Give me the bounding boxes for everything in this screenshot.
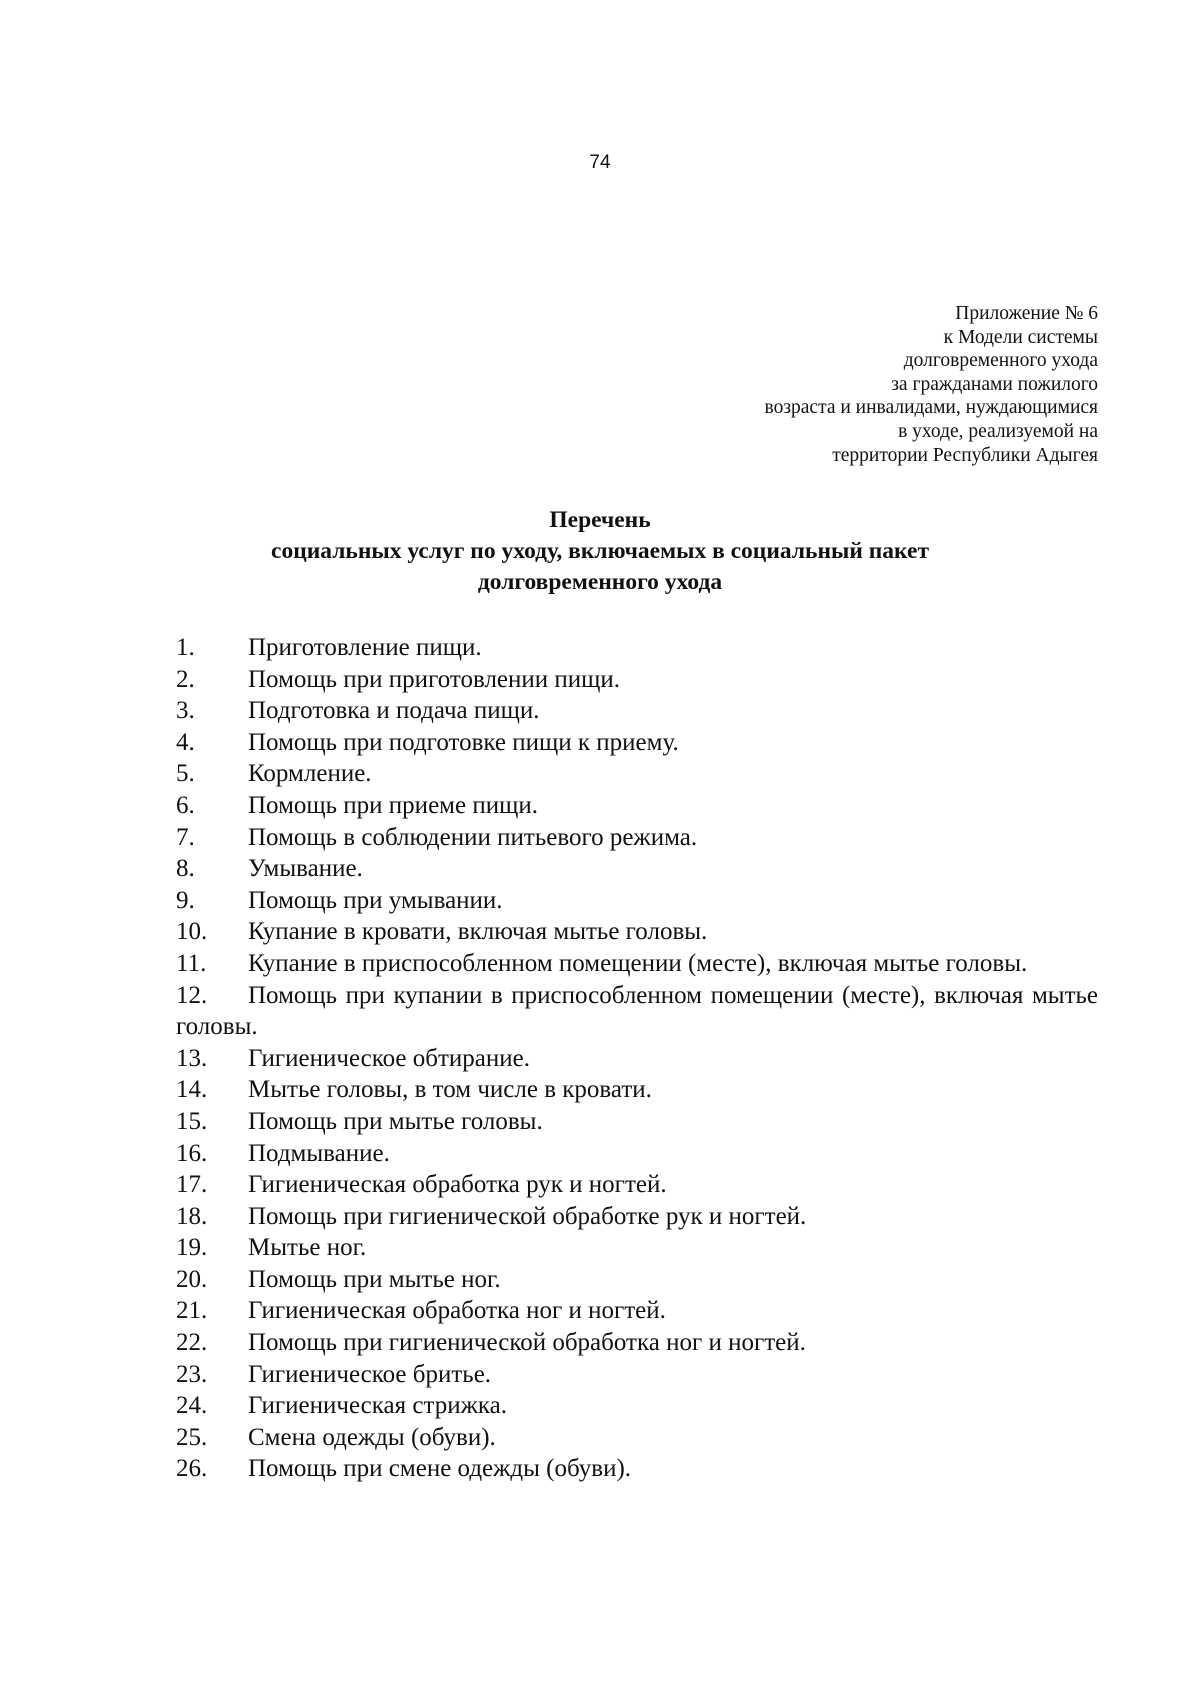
- item-number: 16.: [176, 1139, 208, 1167]
- item-number: 3.: [176, 697, 195, 725]
- item-number: 5.: [176, 760, 195, 788]
- item-number: 1.: [176, 634, 195, 661]
- item-number: 10.: [176, 918, 208, 946]
- item-number: 14.: [176, 1076, 208, 1104]
- list-item: [176, 1043, 1098, 1075]
- item-number: 21.: [176, 1297, 208, 1325]
- appendix-note: [765, 302, 1099, 467]
- item-text: Приготовление пищи.: [248, 634, 482, 661]
- list-item: [176, 664, 1098, 696]
- item-text: Помощь при приеме пищи.: [248, 791, 538, 819]
- item-text: Подготовка и подача пищи.: [248, 697, 540, 725]
- item-number: 2.: [176, 665, 195, 693]
- list-item: [176, 853, 1098, 885]
- item-number: 15.: [176, 1107, 208, 1135]
- item-text: Умывание.: [248, 855, 363, 883]
- list-item: [176, 948, 1098, 980]
- item-text: Помощь при купании в приспособленном помещении (месте), включая мытье головы.: [176, 981, 1098, 1041]
- item-text: Гигиеническая обработка ног и ногтей.: [248, 1297, 666, 1325]
- list-item: [176, 727, 1098, 759]
- item-number: 17.: [176, 1171, 208, 1199]
- item-number: 12.: [176, 981, 208, 1009]
- item-text: Помощь при подготовке пищи к приему.: [248, 728, 679, 756]
- list-item: [176, 1264, 1098, 1296]
- item-text: Гигиеническое обтирание.: [248, 1044, 531, 1072]
- item-number: 6.: [176, 791, 195, 819]
- list-item: [176, 822, 1098, 854]
- item-number: 18.: [176, 1202, 208, 1230]
- appendix-line: к Модели системы: [943, 326, 1098, 348]
- appendix-line: территории Республики Адыгея: [832, 444, 1098, 466]
- item-number: 19.: [176, 1234, 208, 1262]
- list-item: [176, 1106, 1098, 1138]
- list-item: [176, 980, 1098, 1043]
- item-number: 23.: [176, 1360, 208, 1388]
- item-text: Купание в кровати, включая мытье головы.: [248, 918, 708, 946]
- item-number: 7.: [176, 823, 195, 851]
- item-text: Гигиеническая обработка рук и ногтей.: [248, 1171, 667, 1199]
- appendix-line: долговременного ухода: [903, 350, 1098, 372]
- item-number: 11.: [176, 949, 207, 977]
- item-text: Кормление.: [248, 760, 372, 788]
- item-text: Помощь при мытье ног.: [248, 1265, 501, 1293]
- list-item: [176, 1453, 1098, 1485]
- item-text: Гигиеническая стрижка.: [248, 1392, 507, 1420]
- heading-subtitle-line: долговременного ухода: [477, 569, 723, 595]
- item-text: Помощь при смене одежды (обуви).: [248, 1455, 632, 1483]
- item-text: Помощь при гигиенической обработка ног и ногтей.: [248, 1329, 806, 1357]
- item-number: 26.: [176, 1455, 208, 1483]
- item-number: 9.: [176, 886, 195, 914]
- item-number: 13.: [176, 1044, 208, 1072]
- document-heading: [0, 505, 1200, 598]
- item-number: 22.: [176, 1329, 208, 1357]
- item-text: Подмывание.: [248, 1139, 390, 1167]
- list-item: [176, 1390, 1098, 1422]
- list-item: [176, 1201, 1098, 1233]
- heading-title: Перечень: [549, 507, 651, 533]
- list-item: [176, 1169, 1098, 1201]
- list-item: [176, 790, 1098, 822]
- item-number: 24.: [176, 1392, 208, 1420]
- item-number: 25.: [176, 1423, 208, 1451]
- list-item: [176, 758, 1098, 790]
- list-item: [176, 1232, 1098, 1264]
- heading-subtitle-line: социальных услуг по уходу, включаемых в социальный пакет: [271, 538, 929, 564]
- item-text: Мытье ног.: [248, 1234, 367, 1262]
- item-text: Смена одежды (обуви).: [248, 1423, 496, 1451]
- page-number: 74: [589, 152, 611, 173]
- list-item: [176, 1359, 1098, 1391]
- item-text: Купание в приспособленном помещении (месте), включая мытье головы.: [248, 949, 1028, 977]
- list-item: [176, 1327, 1098, 1359]
- list-item: [176, 916, 1098, 948]
- item-text: Помощь при гигиенической обработке рук и ногтей.: [248, 1202, 807, 1230]
- list-item: [176, 885, 1098, 917]
- item-text: Помощь в соблюдении питьевого режима.: [248, 823, 698, 851]
- list-item: [176, 1138, 1098, 1170]
- list-item: [176, 632, 1098, 664]
- item-number: 4.: [176, 728, 195, 756]
- item-text: Помощь при мытье головы.: [248, 1107, 543, 1135]
- item-text: Помощь при умывании.: [248, 886, 503, 914]
- appendix-line: в уходе, реализуемой на: [898, 420, 1098, 442]
- list-item: [176, 1295, 1098, 1327]
- item-text: Мытье головы, в том числе в кровати.: [248, 1076, 652, 1104]
- list-item: [176, 1074, 1098, 1106]
- list-item: [176, 1422, 1098, 1454]
- item-number: 8.: [176, 855, 195, 883]
- appendix-line: Приложение № 6: [955, 303, 1098, 324]
- item-number: 20.: [176, 1265, 208, 1293]
- appendix-line: за гражданами пожилого: [891, 373, 1098, 395]
- services-list: [176, 632, 1098, 1485]
- item-text: Помощь при приготовлении пищи.: [248, 665, 621, 693]
- item-text: Гигиеническое бритье.: [248, 1360, 492, 1388]
- list-item: [176, 695, 1098, 727]
- appendix-line: возраста и инвалидами, нуждающимися: [764, 397, 1098, 419]
